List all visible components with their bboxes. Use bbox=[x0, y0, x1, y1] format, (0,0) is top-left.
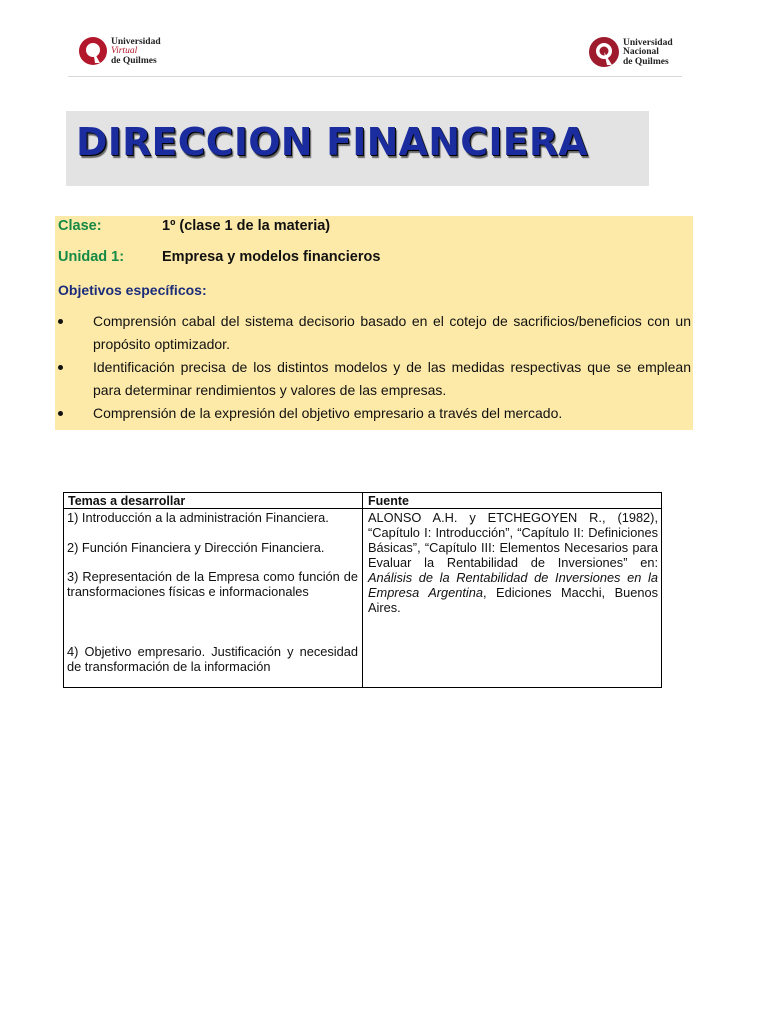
tema-item: 3) Representación de la Empresa como función de transformaciones físicas e informacionales bbox=[67, 569, 358, 599]
tema-item: 1) Introducción a la administración Financiera. bbox=[67, 510, 329, 525]
fuente-cell bbox=[368, 510, 658, 615]
logo-right-line1: Universidad bbox=[623, 37, 673, 48]
objetivo-text: Identificación precisa de los distintos modelos y de las medidas respectivas que se emplean para determinar rendimientos y valores de las empresas. bbox=[93, 359, 691, 398]
page-title: DIRECCION FINANCIERA bbox=[76, 120, 588, 164]
class-info-panel bbox=[55, 216, 693, 430]
unq-emblem-icon bbox=[588, 36, 620, 70]
objetivos-heading: Objetivos específicos: bbox=[58, 282, 207, 298]
objetivo-text: Comprensión de la expresión del objetivo empresario a través del mercado. bbox=[93, 405, 563, 421]
tema-item: 2) Función Financiera y Dirección Financiera. bbox=[67, 540, 325, 555]
logo-right-text bbox=[623, 39, 673, 68]
logo-right-line3: de Quilmes bbox=[623, 56, 669, 67]
tema-item: 4) Objetivo empresario. Justificación y necesidad de transformación de la información bbox=[67, 644, 358, 674]
clase-value: 1º (clase 1 de la materia) bbox=[162, 218, 331, 234]
fuente-reference: ALONSO A.H. y ETCHEGOYEN R., (1982), “Capítulo I: Introducción”, “Capítulo II: Definiciones Básicas”, “Capítulo III: Elementos Necesarios para Evaluar la Rentabilidad de Inversiones” en: bbox=[368, 510, 658, 570]
unidad-value: Empresa y modelos financieros bbox=[162, 249, 381, 265]
bullet-icon bbox=[58, 365, 63, 370]
bullet-icon bbox=[58, 319, 63, 324]
logo-right-line2: Nacional bbox=[623, 47, 659, 58]
unidad-label: Unidad 1: bbox=[58, 249, 125, 265]
table-header-temas: Temas a desarrollar bbox=[68, 494, 186, 508]
objetivo-text: Comprensión cabal del sistema decisorio basado en el cotejo de sacrificios/beneficios con un propósito optimizador. bbox=[93, 313, 691, 352]
bullet-icon bbox=[58, 411, 63, 416]
temas-table bbox=[63, 492, 662, 688]
table-column-rule bbox=[362, 493, 363, 687]
logo-left-text bbox=[111, 38, 161, 67]
header-divider bbox=[68, 76, 682, 77]
uvq-emblem-icon bbox=[78, 36, 108, 68]
logo-left-line1: Universidad bbox=[111, 36, 161, 47]
table-header-fuente: Fuente bbox=[368, 494, 409, 508]
logo-left-line2: Virtual bbox=[111, 46, 138, 57]
logo-universidad-nacional-quilmes bbox=[588, 36, 673, 70]
fuente-publisher: , Ediciones Macchi, Buenos Aires. bbox=[368, 585, 658, 615]
logo-universidad-virtual-quilmes bbox=[78, 36, 161, 68]
title-banner bbox=[66, 111, 649, 186]
logo-left-line3: de Quilmes bbox=[111, 55, 157, 66]
clase-label: Clase: bbox=[58, 218, 102, 234]
fuente-book-title: Análisis de la Rentabilidad de Inversiones en la Empresa Argentina bbox=[368, 570, 658, 600]
